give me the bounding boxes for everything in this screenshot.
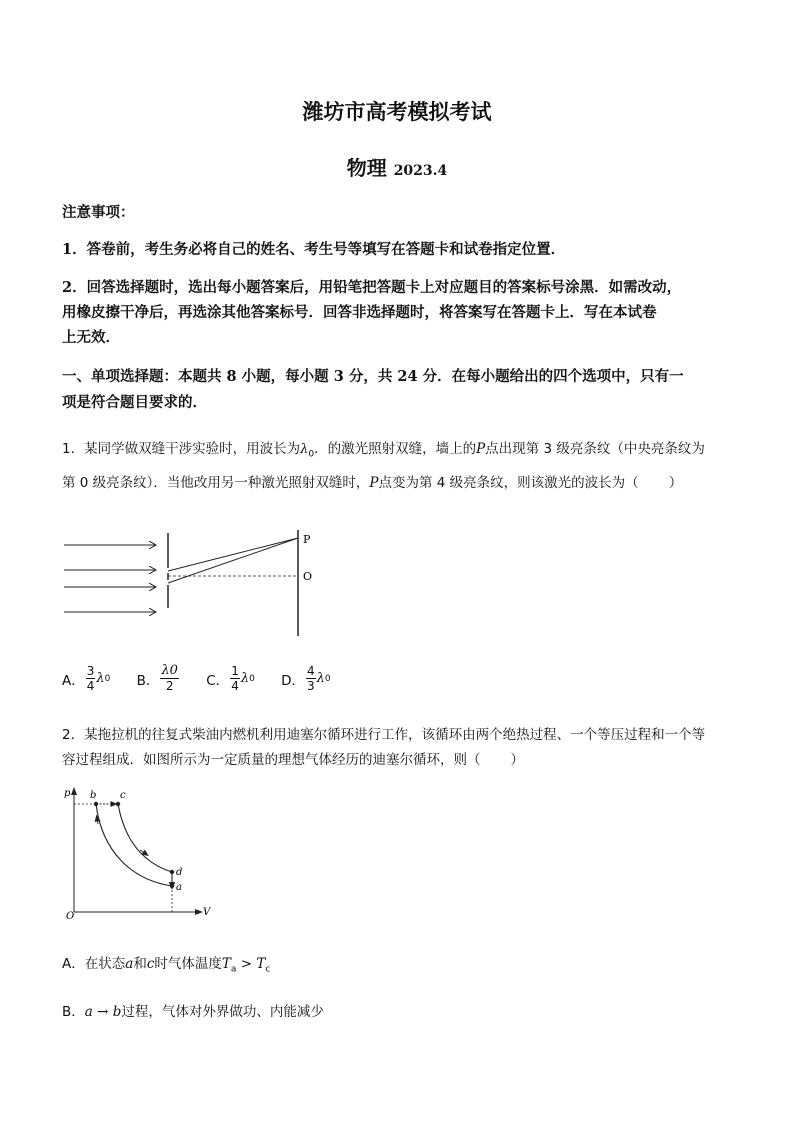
- notice-item-2-line-1: 2．回答选择题时，选出每小题答案后，用铅笔把答题卡上对应题目的答案标号涂黑．如需改动，: [62, 279, 682, 296]
- point-b: [94, 802, 98, 806]
- subject: 物理: [346, 156, 387, 180]
- q1-line-1: 1．某同学做双缝干涉实验时，用波长为$\lambda_0$．的激光照射双缝，墙上的P点出现第 3 级亮条纹（中央亮条纹为: [62, 441, 705, 460]
- section-1-line-1: 一、单项选择题：本题共 8 小题，每小题 3 分，共 24 分．在每小题给出的四个选项中，只有一: [62, 368, 684, 385]
- point-a: [170, 884, 174, 888]
- q2-option-b[interactable]: B．a → b过程，气体对外界做功、内能减少: [62, 1004, 324, 1020]
- label-d: d: [176, 867, 183, 878]
- label-b: b: [90, 790, 97, 801]
- diesel-cycle-pv-graph: [62, 782, 222, 922]
- q1-option-d[interactable]: D． $\frac{4}{3}$ λ 0: [281, 664, 331, 693]
- q1-option-c[interactable]: C． $\frac{1}{4}$ λ 0: [206, 664, 255, 693]
- v-axis-label: V: [203, 907, 211, 918]
- label-c: c: [120, 790, 126, 801]
- point-o-label: O: [303, 570, 313, 583]
- double-slit-diagram: [60, 528, 330, 640]
- label-a: a: [176, 882, 182, 893]
- q1-options: [62, 664, 353, 693]
- notice-item-1: 1．答卷前，考生务必将自己的姓名、考生号等填写在答题卡和试卷指定位置．: [62, 241, 566, 258]
- point-c: [116, 802, 120, 806]
- q1-line-2: 第 0 级亮条纹）．当他改用另一种激光照射双缝时，P点变为第 4 级亮条纹，则该激光的波长为（ ）: [62, 475, 683, 491]
- exam-date: 2023.4: [393, 163, 448, 179]
- point-d: [170, 870, 174, 874]
- section-1-line-2: 项是符合题目要求的．: [62, 394, 207, 411]
- q2-line-2: 容过程组成．如图所示为一定质量的理想气体经历的迪塞尔循环，则（ ）: [62, 752, 524, 768]
- q1-option-a[interactable]: A． $\frac{3}{4}$ λ 0: [62, 664, 111, 693]
- path-upper: [168, 538, 298, 571]
- point-p-label: P: [303, 533, 311, 546]
- q2-option-a[interactable]: A．在状态a和c时气体温度$T_a > T_c$: [62, 956, 271, 975]
- q1-option-b[interactable]: B． $\frac{\lambda 0}{2}$: [136, 663, 178, 693]
- notice-item-2-line-2: 用橡皮擦干净后，再选涂其他答案标号．回答非选择题时，将答案写在答题卡上．写在本试卷: [62, 304, 657, 321]
- arrow-a-b: [97, 818, 98, 824]
- page-subtitle: [0, 152, 794, 181]
- notice-item-2-line-3: 上无效．: [62, 329, 120, 346]
- p-axis-label: p: [64, 788, 71, 799]
- notice-heading: 注意事项：: [62, 204, 135, 221]
- q2-line-1: 2．某拖拉机的往复式柴油内燃机利用迪塞尔循环进行工作，该循环由两个绝热过程、一个等压过程和一个等: [62, 727, 706, 743]
- page-title: 潍坊市高考模拟考试: [302, 99, 492, 124]
- process-c-d: [118, 804, 172, 872]
- origin-label: O: [66, 911, 75, 922]
